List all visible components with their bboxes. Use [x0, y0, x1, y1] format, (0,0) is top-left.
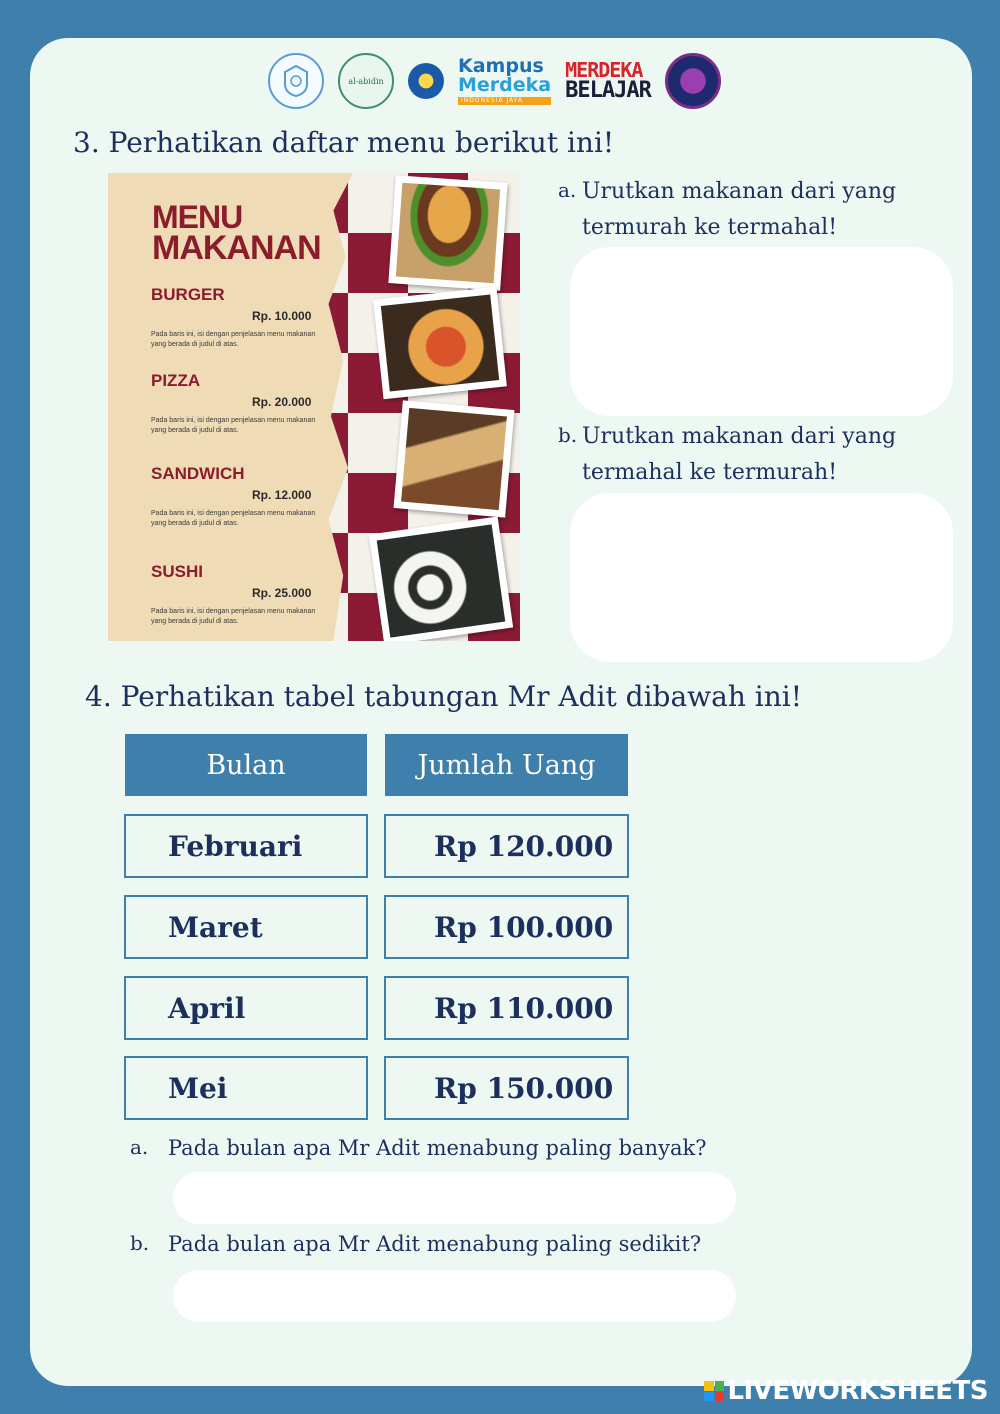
menu-item-desc: Pada baris ini, isi dengan penjelasan menu makanan yang berada di judul di atas.: [151, 417, 316, 434]
table-cell-month: Mei: [124, 1056, 368, 1120]
table-cell-amount: Rp 150.000: [384, 1056, 629, 1120]
menu-item-price: Rp. 12.000: [252, 488, 312, 502]
table-cell-amount: Rp 120.000: [384, 814, 629, 878]
menu-item-name: BURGER: [151, 285, 225, 304]
merdeka-belajar-logo: MERDEKA BELAJAR: [565, 58, 651, 103]
question-4b-letter: b.: [130, 1231, 150, 1255]
sandwich-photo: [394, 400, 515, 517]
sushi-photo: [369, 516, 513, 641]
answer-box-3b[interactable]: [570, 493, 953, 662]
question-3a-text: Urutkan makanan dari yang termurah ke termahal!: [582, 179, 897, 240]
question-3a-letter: a.: [558, 178, 577, 202]
table-header-jumlah-uang: Jumlah Uang: [385, 734, 628, 796]
menu-item-name: SANDWICH: [151, 464, 245, 483]
question-3b-letter: b.: [558, 423, 578, 447]
liveworksheets-brand: LIVEWORKSHEETS: [727, 1376, 988, 1406]
pizza-photo: [373, 287, 507, 399]
menu-item-name: PIZZA: [151, 371, 201, 390]
menu-heading-2: MAKANAN: [152, 229, 321, 267]
table-cell-amount: Rp 110.000: [384, 976, 629, 1040]
burger-photo: [388, 175, 507, 291]
table-cell-amount: Rp 100.000: [384, 895, 629, 959]
answer-box-3a[interactable]: [570, 247, 953, 416]
question-4a-letter: a.: [130, 1135, 149, 1159]
school-seal-logo: [268, 53, 324, 109]
menu-item-name: SUSHI: [151, 562, 203, 581]
al-abidin-logo: al-abidin: [338, 53, 394, 109]
question-4a-text: Pada bulan apa Mr Adit menabung paling banyak?: [168, 1136, 707, 1160]
question-4b-text: Pada bulan apa Mr Adit menabung paling sedikit?: [168, 1232, 702, 1256]
menu-heading-1: MENU: [152, 199, 243, 235]
question-3b-text: Urutkan makanan dari yang termahal ke termurah!: [582, 424, 897, 485]
table-header-bulan: Bulan: [125, 734, 367, 796]
answer-field-4b[interactable]: [173, 1270, 736, 1322]
answer-field-4a[interactable]: [173, 1172, 736, 1224]
kampus-merdeka-logo: Kampus Merdeka INDONESIA JAYA: [458, 55, 552, 104]
menu-item-desc: Pada baris ini, isi dengan penjelasan menu makanan yang berada di judul di atas.: [151, 510, 316, 527]
menu-item-desc: Pada baris ini, isi dengan penjelasan menu makanan yang berada di judul di atas.: [151, 331, 316, 348]
menu-item-price: Rp. 20.000: [252, 395, 312, 409]
menu-card-image: [108, 173, 520, 641]
purple-badge-logo: [665, 53, 721, 109]
tut-wuri-logo: [408, 63, 444, 99]
menu-item-price: Rp. 25.000: [252, 586, 312, 600]
question-4-title: 4. Perhatikan tabel tabungan Mr Adit dibawah ini!: [85, 680, 802, 713]
table-cell-month: Maret: [124, 895, 368, 959]
table-cell-month: April: [124, 976, 368, 1040]
table-cell-month: Februari: [124, 814, 368, 878]
menu-item-desc: Pada baris ini, isi dengan penjelasan menu makanan yang berada di judul di atas.: [151, 608, 316, 625]
question-3-title: 3. Perhatikan daftar menu berikut ini!: [73, 126, 615, 159]
logo-bar: [268, 52, 721, 110]
liveworksheets-footer[interactable]: [704, 1376, 988, 1406]
liveworksheets-icon: [704, 1381, 724, 1401]
menu-item-price: Rp. 10.000: [252, 309, 312, 323]
